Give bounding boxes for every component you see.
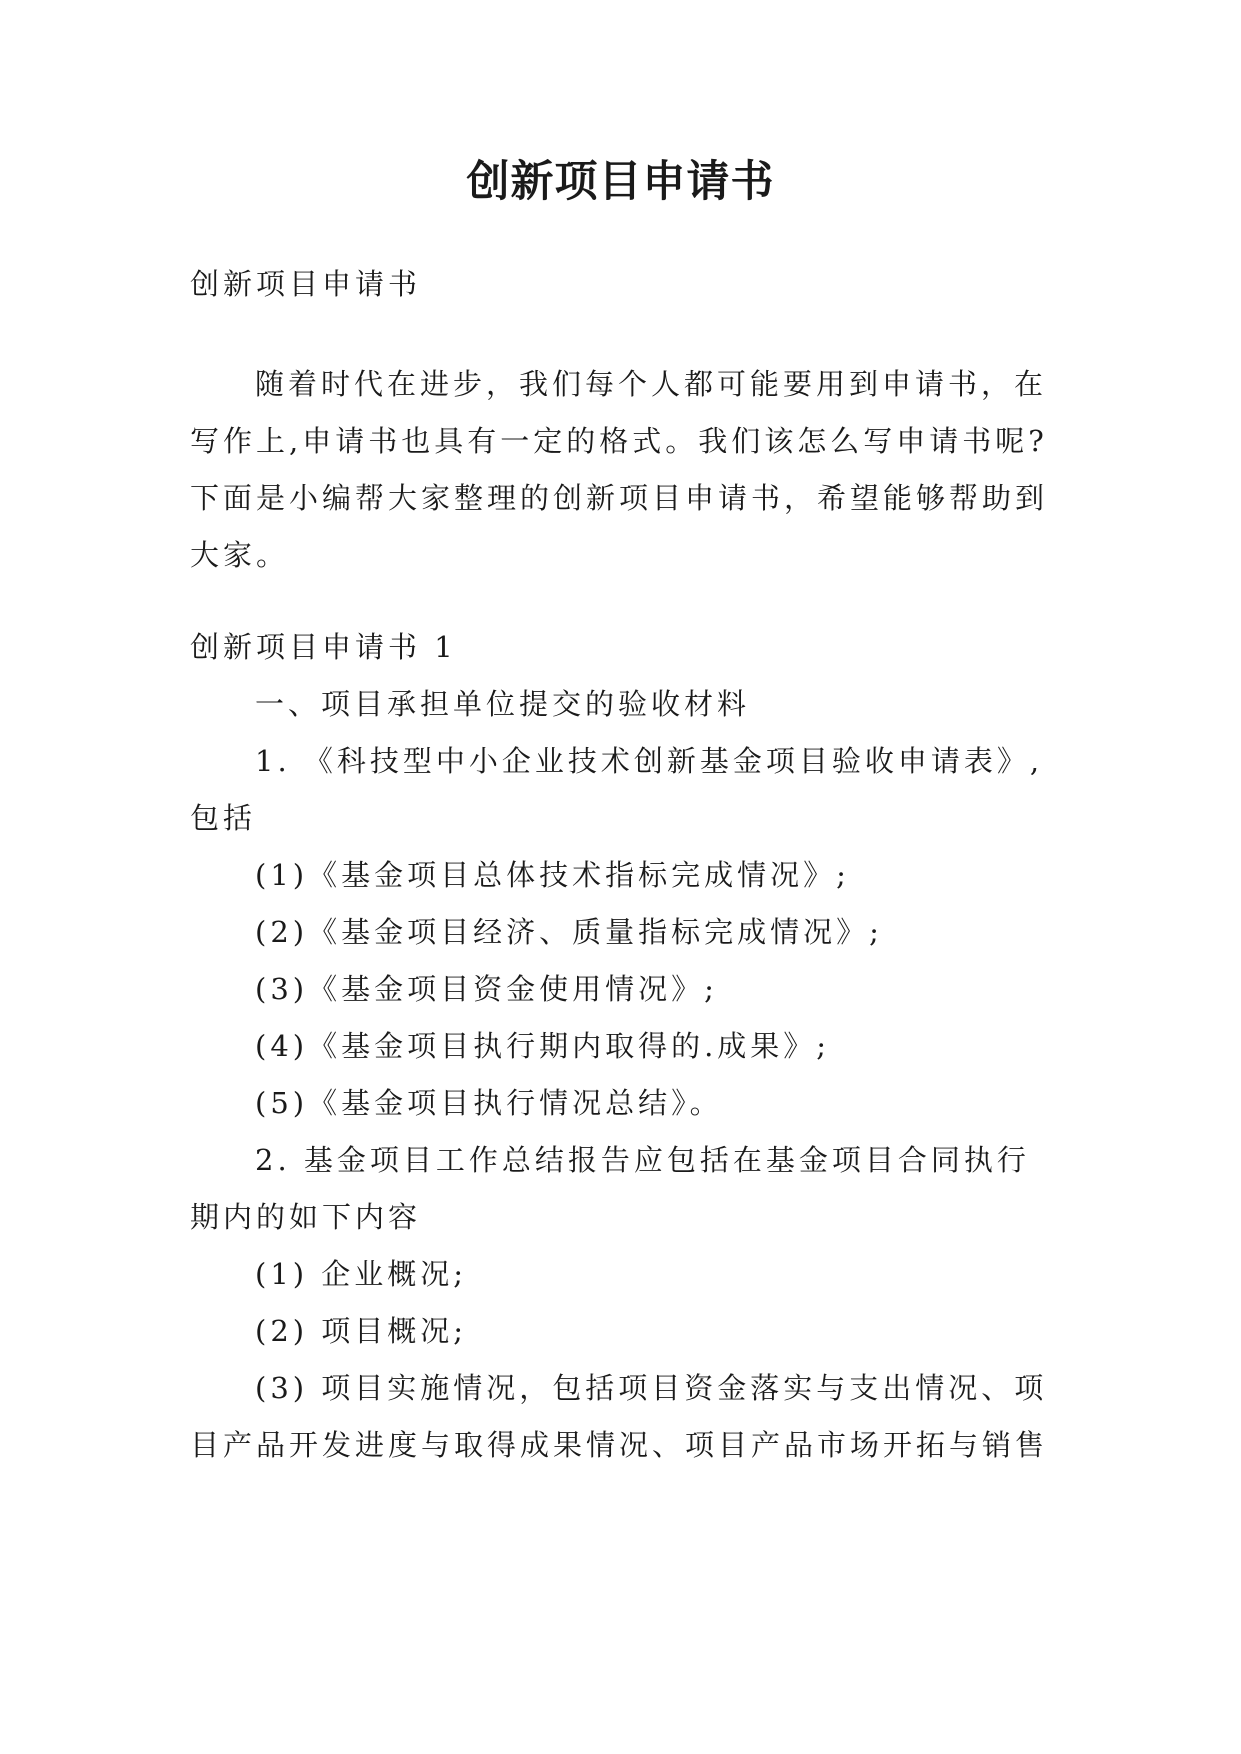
intro-line: 随着时代在进步，我们每个人都可能要用到申请书，在 bbox=[255, 367, 1048, 401]
list-item-continuation: 包括 bbox=[190, 801, 257, 835]
document-title: 创新项目申请书 bbox=[466, 157, 775, 207]
content-item: (2) 项目概况; bbox=[255, 1314, 468, 1348]
intro-line: 大家。 bbox=[190, 538, 290, 572]
list-item: 2. 基金项目工作总结报告应包括在基金项目合同执行 bbox=[255, 1143, 1030, 1177]
list-item-continuation: 期内的如下内容 bbox=[190, 1200, 422, 1234]
intro-line: 写作上,申请书也具有一定的格式。我们该怎么写申请书呢? bbox=[190, 424, 1048, 458]
content-item: (1) 企业概况; bbox=[255, 1257, 468, 1291]
content-item-continuation: 目产品开发进度与取得成果情况、项目产品市场开拓与销售 bbox=[190, 1428, 1049, 1462]
sub-list-item: (1)《基金项目总体技术指标完成情况》; bbox=[255, 858, 850, 892]
part-heading: 一、项目承担单位提交的验收材料 bbox=[255, 687, 751, 721]
sub-list-item: (5)《基金项目执行情况总结》。 bbox=[255, 1086, 723, 1120]
intro-line: 下面是小编帮大家整理的创新项目申请书，希望能够帮助到 bbox=[190, 481, 1049, 515]
sub-list-item: (2)《基金项目经济、质量指标完成情况》; bbox=[255, 915, 883, 949]
content-item: (3) 项目实施情况，包括项目资金落实与支出情况、项 bbox=[255, 1371, 1048, 1405]
sub-list-item: (3)《基金项目资金使用情况》; bbox=[255, 972, 718, 1006]
section-heading: 创新项目申请书 1 bbox=[190, 630, 457, 664]
sub-list-item: (4)《基金项目执行期内取得的.成果》; bbox=[255, 1029, 831, 1063]
list-item: 1. 《科技型中小企业技术创新基金项目验收申请表》, bbox=[255, 744, 1044, 778]
subtitle: 创新项目申请书 bbox=[190, 267, 422, 301]
